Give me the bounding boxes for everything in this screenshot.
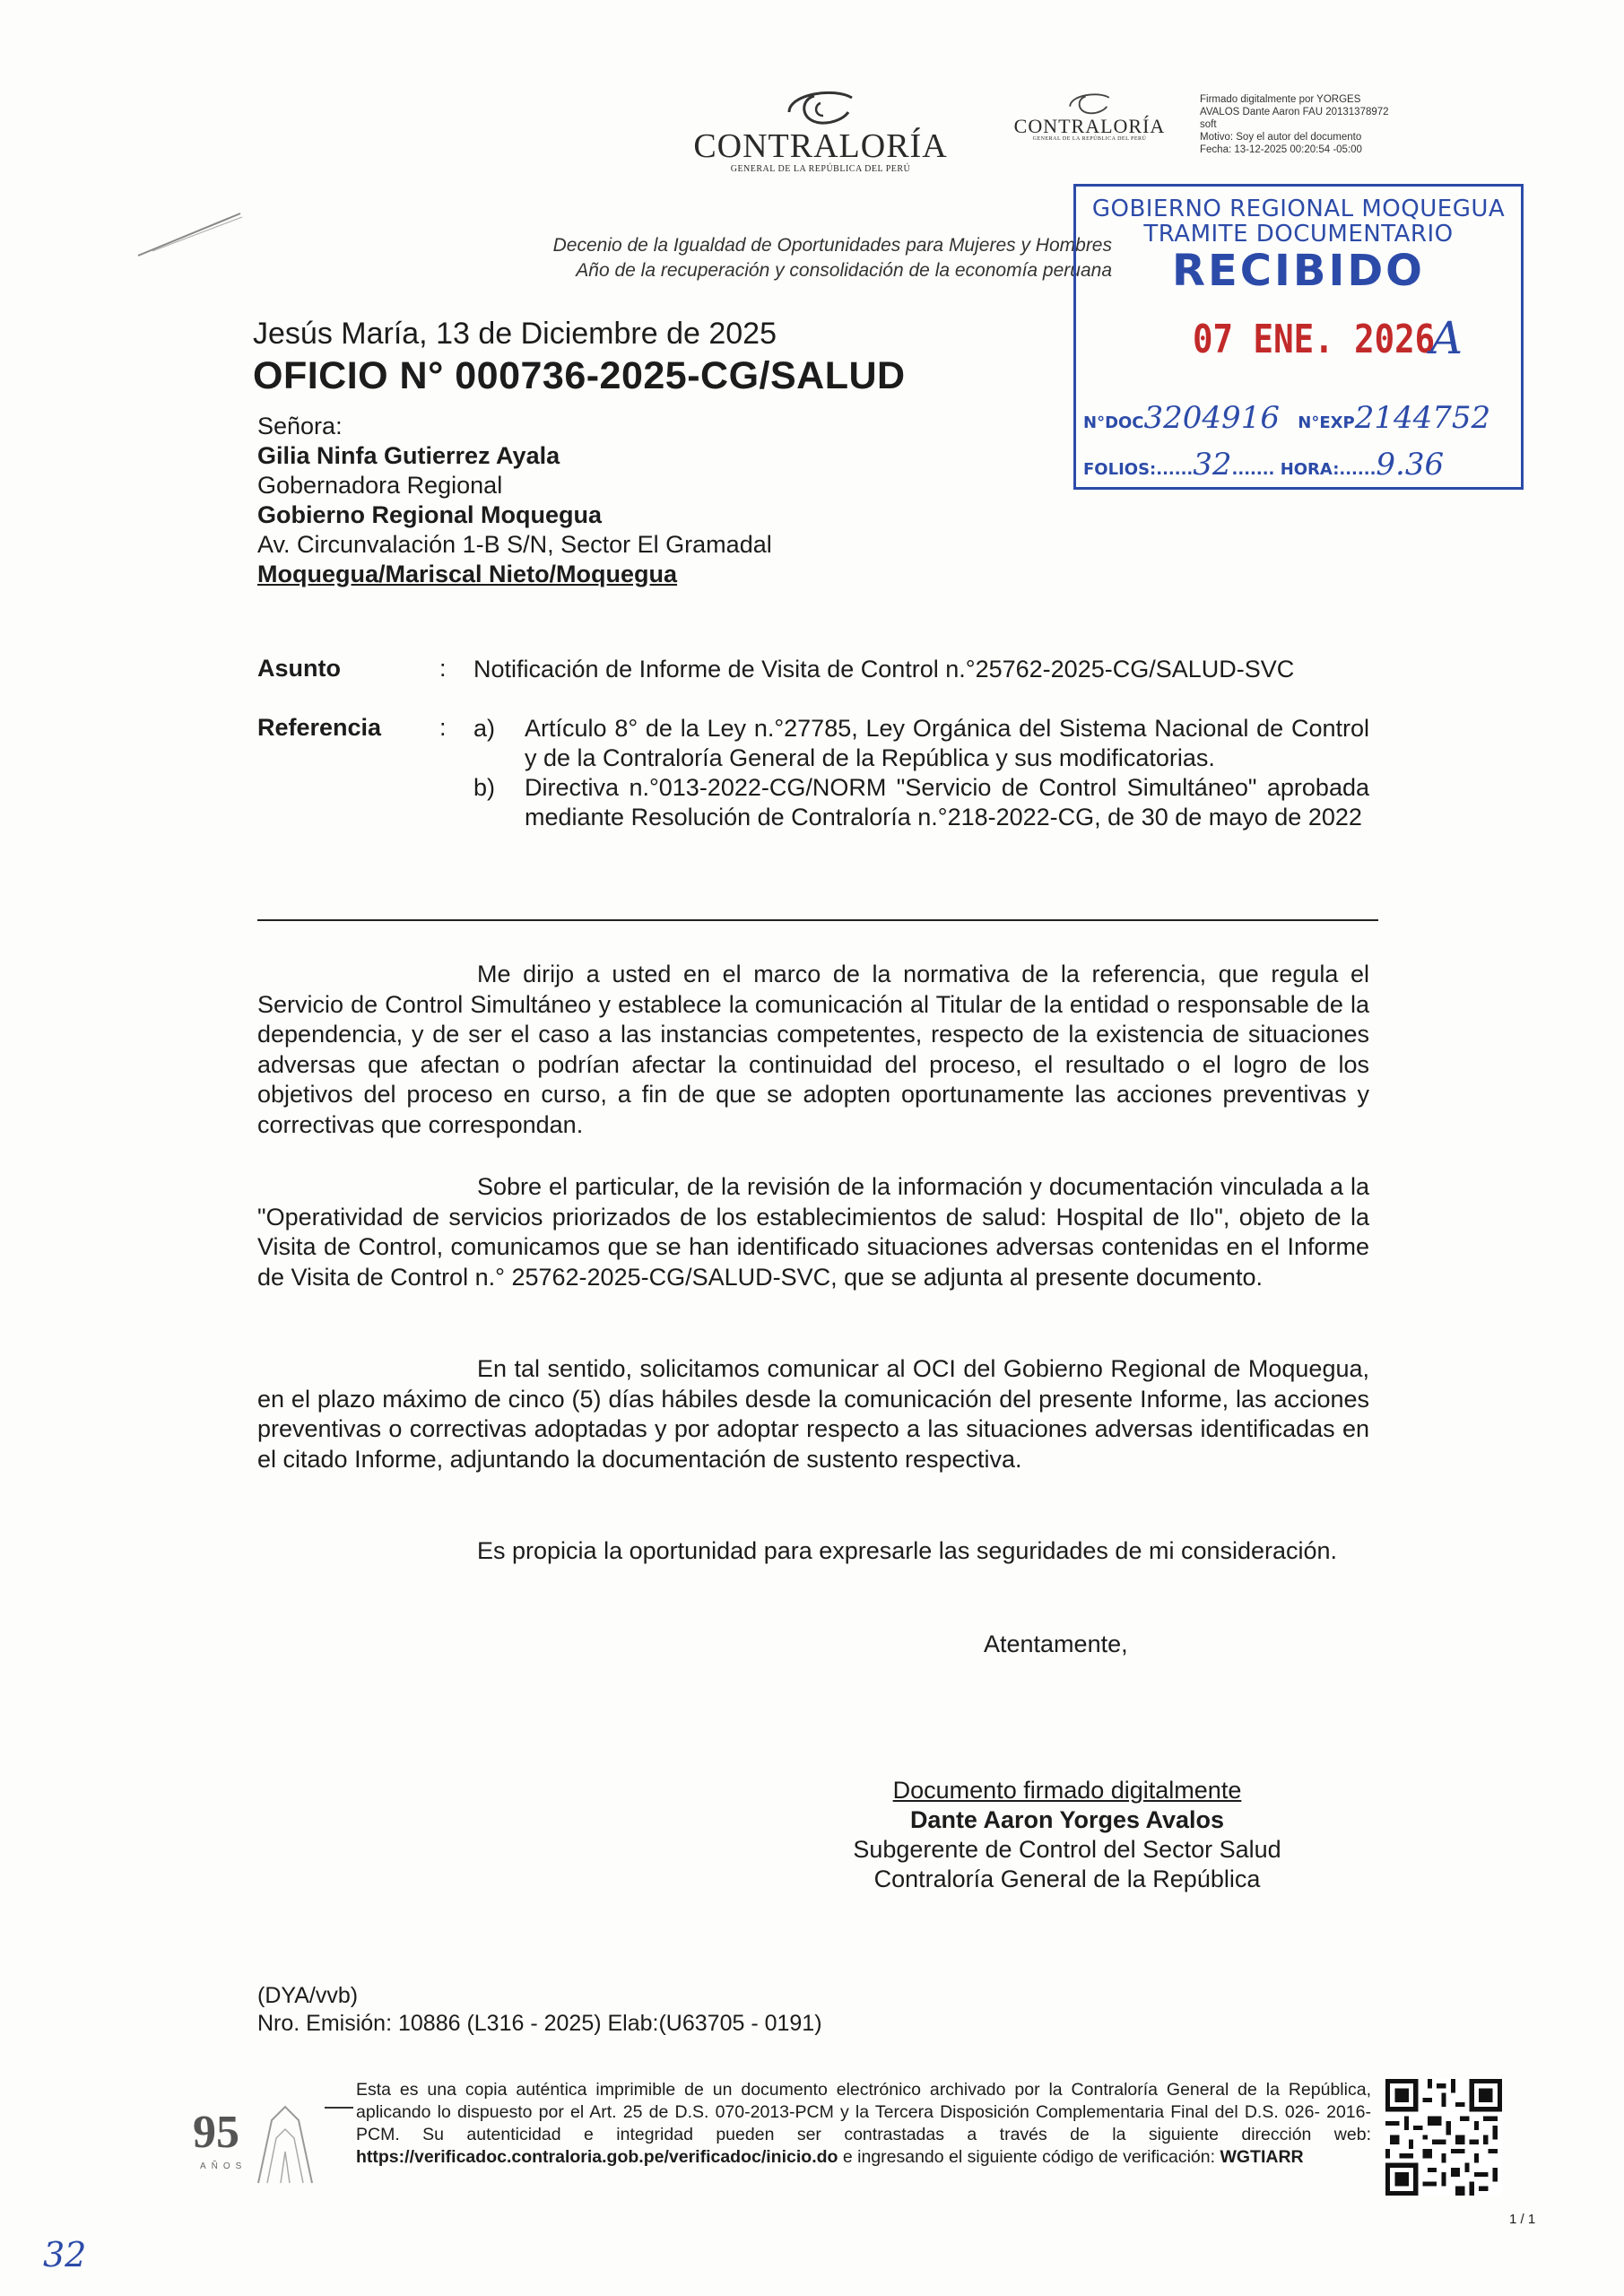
oficio-number: OFICIO N° 000736-2025-CG/SALUD <box>253 354 906 397</box>
authenticity-notice <box>356 2079 1371 2169</box>
anniversary-number: 95 <box>193 2107 239 2158</box>
signature-meta-line: Fecha: 13-12-2025 00:20:54 -05:00 <box>1200 144 1362 155</box>
asunto-label: Asunto <box>257 655 341 682</box>
contraloria-swirl-icon <box>780 85 861 128</box>
nexp-value: 2144752 <box>1354 400 1491 436</box>
building-icon <box>254 2102 317 2187</box>
initials: (DYA/vvb) <box>257 1983 359 2008</box>
closing: Atentamente, <box>984 1631 1128 1657</box>
logo-subtitle: GENERAL DE LA REPÚBLICA DEL PERÚ <box>730 164 911 174</box>
signature-meta-line: AVALOS Dante Aaron FAU 20131378972 <box>1200 107 1389 117</box>
digital-signature-info <box>1200 93 1469 156</box>
anniversary-logo <box>184 2097 318 2196</box>
contraloria-swirl-icon <box>1064 90 1115 117</box>
section-divider <box>257 919 1378 921</box>
body-paragraph-1 <box>257 960 1369 1140</box>
qr-code-icon <box>1385 2079 1502 2196</box>
addressee-location: Moquegua/Mariscal Nieto/Moquegua <box>257 561 678 587</box>
paragraph-text: Es propicia la oportunidad para expresarle las seguridades de mi consideración. <box>477 1537 1338 1564</box>
body-paragraph-2 <box>257 1172 1369 1292</box>
pen-mark-icon <box>135 206 251 260</box>
ref-b-letter: b) <box>473 774 496 801</box>
addressee-name: Gilia Ninfa Gutierrez Ayala <box>257 442 560 469</box>
emission-number: Nro. Emisión: 10886 (L316 - 2025) Elab:(U63705 - 0191) <box>257 2011 822 2036</box>
ref-b-text: Directiva n.°013-2022-CG/NORM "Servicio de Control Simultáneo" aprobada mediante Resolución de Contraloría n.°218-2022-CG, de 30 de mayo de 2022 <box>525 774 1369 831</box>
signature-meta-line: Firmado digitalmente por YORGES <box>1200 94 1361 105</box>
nexp-label: N°EXP <box>1298 413 1355 432</box>
asunto-colon: : <box>439 655 447 682</box>
hora-label: HORA <box>1280 460 1333 479</box>
stamp-office: TRAMITE DOCUMENTARIO <box>1143 221 1454 248</box>
signature-meta-line: Motivo: Soy el autor del documento <box>1200 132 1362 143</box>
ndoc-label: N°DOC <box>1083 413 1144 432</box>
ndoc-value: 3204916 <box>1143 400 1280 436</box>
contraloria-logo <box>686 85 955 174</box>
signature-digital-note: Documento firmado digitalmente <box>892 1777 1242 1804</box>
reception-stamp <box>1073 184 1524 490</box>
salutation: Señora: <box>257 413 343 439</box>
body-paragraph-4 <box>257 1536 1369 1567</box>
stamp-date: 07 ENE. 2026 <box>1193 317 1436 362</box>
folios-value: 32 <box>1193 447 1232 483</box>
referencia-colon: : <box>439 714 447 741</box>
signature-meta-line: soft <box>1200 119 1217 130</box>
stamp-doc-row <box>1083 400 1514 436</box>
asunto-text: Notificación de Informe de Visita de Control n.°25762-2025-CG/SALUD-SVC <box>473 656 1295 683</box>
logo-subtitle: GENERAL DE LA REPÚBLICA DEL PERÚ <box>1032 136 1147 142</box>
anio-line: Año de la recuperación y consolidación de la economía peruana <box>576 260 1112 281</box>
signer-name: Dante Aaron Yorges Avalos <box>909 1806 1225 1833</box>
verification-url[interactable]: https://verificadoc.contraloria.gob.pe/verificadoc/inicio.do <box>356 2147 838 2167</box>
ref-a-letter: a) <box>473 715 496 742</box>
addressee-address: Av. Circunvalación 1-B S/N, Sector El Gramadal <box>257 531 772 558</box>
ref-a-text: Artículo 8° de la Ley n.°27785, Ley Orgánica del Sistema Nacional de Control y de la Contraloría General de la República y sus modificatorias. <box>525 715 1369 771</box>
paragraph-text: Sobre el particular, de la revisión de la información y documentación vinculada a la "Operatividad de servicios priorizados de los establecimientos de salud: Hospital de Ilo", objeto de la Visita de Control, comunicamos que se han identificado situaciones adversas contenidas en el Informe de Visita de Control n.° 25762-2025-CG/SALUD-SVC, que se adjunta al presente documento. <box>257 1173 1369 1291</box>
place-date: Jesús María, 13 de Diciembre de 2025 <box>253 317 777 351</box>
stamp-status: RECIBIDO <box>1172 246 1425 296</box>
stamp-entity: GOBIERNO REGIONAL MOQUEGUA <box>1091 196 1506 222</box>
paragraph-text: En tal sentido, solicitamos comunicar al OCI del Gobierno Regional de Moquegua, en el plazo máximo de cinco (5) días hábiles desde la comunicación del presente Informe, las acciones preventivas o correctivas adoptadas y por adoptar respecto a las situaciones adversas identificadas en el citado Informe, adjuntando la documentación de sustento respectiva. <box>257 1355 1369 1473</box>
paragraph-text: Me dirijo a usted en el marco de la normativa de la referencia, que regula el Servicio de Control Simultáneo y establece la comunicación al Titular de la entidad o responsable de la dependencia, y de ser el caso a las instancias competentes, respecto de la existencia de situaciones adversas que afectan o podrían afectar la continuidad del proceso, el resultado o el logro de los objetivos del proceso en curso, a fin de que se adopten oportunamente las acciones preventivas y correctivas que correspondan. <box>257 961 1369 1138</box>
handwritten-folio-number: 32 <box>43 2235 87 2274</box>
addressee-entity: Gobierno Regional Moquegua <box>257 501 602 528</box>
body-paragraph-3 <box>257 1354 1369 1474</box>
anniversary-word: AÑOS <box>200 2161 248 2171</box>
signer-organization: Contraloría General de la República <box>873 1866 1261 1892</box>
stamp-folios-row: FOLIOS:......32....... HORA:......9.36 <box>1083 447 1445 483</box>
page-number: 1 / 1 <box>1509 2212 1536 2227</box>
notice-text: e ingresando el siguiente código de verificación: <box>838 2147 1220 2167</box>
logo-name: CONTRALORÍA <box>1013 115 1166 137</box>
notice-text: Esta es una copia auténtica imprimible de un documento electrónico archivado por la Contraloría General de la República, aplicando lo dispuesto por el Art. 25 de D.S. 070-2013-PCM y la Tercera Disposición Complementaria Final del D.S. 026- 2016-PCM. Su autenticidad e integridad pueden ser contrastadas a través de la siguiente dirección web: <box>356 2080 1371 2144</box>
footer-dash <box>325 2107 353 2109</box>
verification-code: WGTIARR <box>1220 2147 1304 2167</box>
addressee-position: Gobernadora Regional <box>257 472 503 499</box>
hora-value: 9.36 <box>1376 447 1445 483</box>
decenio-line: Decenio de la Igualdad de Oportunidades para Mujeres y Hombres <box>552 235 1112 256</box>
folios-label: FOLIOS <box>1083 460 1151 479</box>
referencia-label: Referencia <box>257 714 382 741</box>
signature-logo <box>1009 90 1170 142</box>
stamp-initial: A <box>1430 312 1463 364</box>
logo-name: CONTRALORÍA <box>693 127 948 165</box>
signer-title: Subgerente de Control del Sector Salud <box>853 1836 1281 1863</box>
